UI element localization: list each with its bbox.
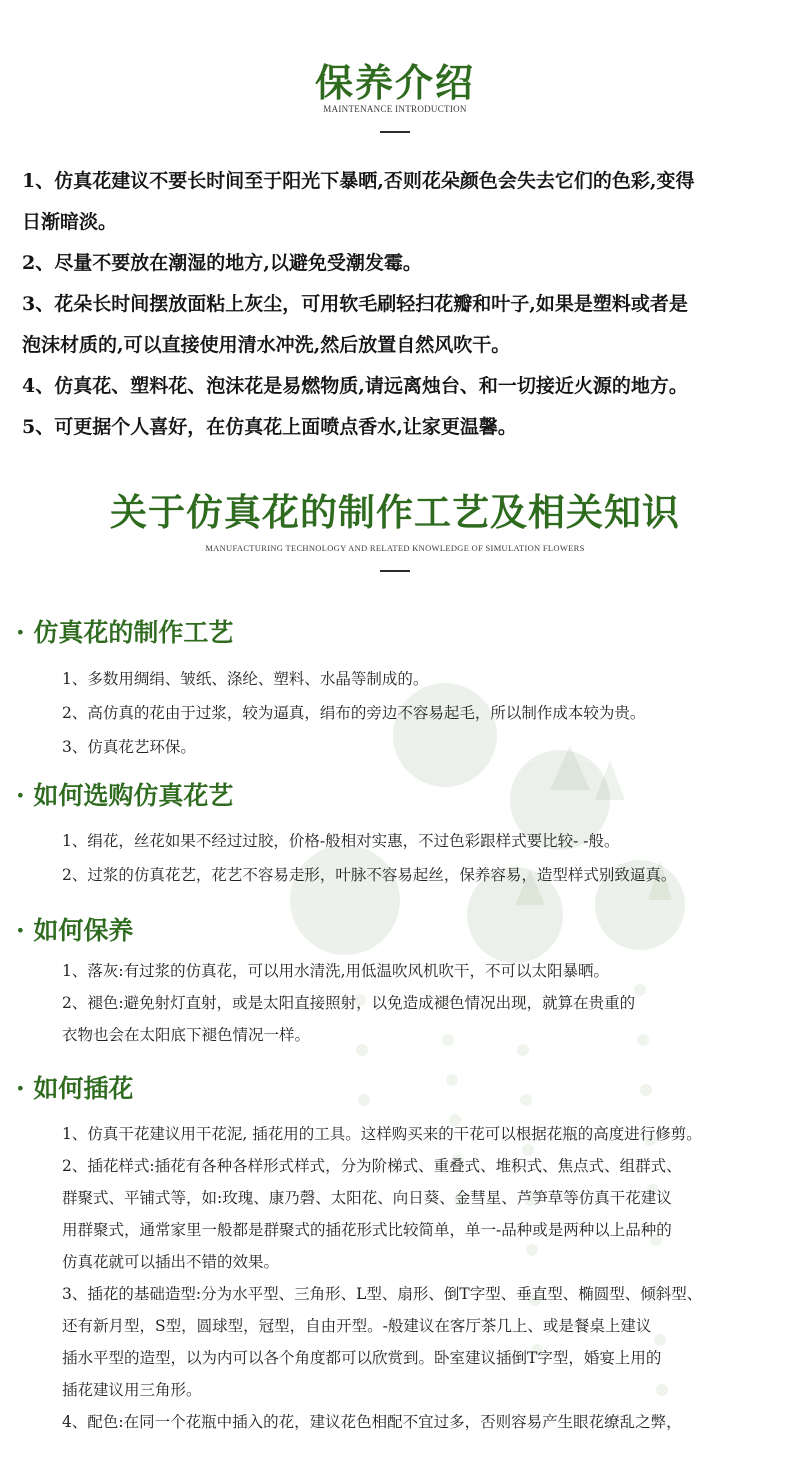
- maintenance-line: 4、仿真花、塑料花、泡沫花是易燃物质,请远离烛台、和一切接近火源的地方。: [22, 375, 688, 397]
- list-item: 插花建议用三角形。: [62, 1381, 202, 1399]
- list-item: 1、多数用绸绢、皱纸、涤纶、塑料、水晶等制成的。: [62, 670, 429, 688]
- list-item: 1、绢花，丝花如果不经过过胶，价格-般相对实惠，不过色彩跟样式要比较- -般。: [62, 832, 620, 850]
- maintenance-text: [22, 161, 772, 448]
- section-list-care: [62, 955, 782, 1051]
- list-item: 2、高仿真的花由于过浆，较为逼真，绢布的旁边不容易起毛，所以制作成本较为贵。: [62, 704, 646, 722]
- list-item: 用群聚式，通常家里一般都是群聚式的插花形式比较简单，单一-品种或是两种以上品种的: [62, 1221, 672, 1239]
- maintenance-line: 泡沫材质的,可以直接使用清水冲洗,然后放置自然风吹干。: [22, 334, 511, 356]
- section-heading-care: · 如何保养: [16, 916, 134, 945]
- list-item: 还有新月型，S型，圆球型，冠型，自由开型。-般建议在客厅茶几上、或是餐桌上建议: [62, 1317, 652, 1335]
- list-item: 4、配色:在同一个花瓶中插入的花，建议花色相配不宜过多，否则容易产生眼花缭乱之弊，: [62, 1413, 682, 1431]
- list-item: 衣物也会在太阳底下褪色情况一样。: [62, 1026, 311, 1044]
- maintenance-line: 2、尽量不要放在潮湿的地方,以避免受潮发霉。: [22, 252, 422, 274]
- maintenance-subtitle: MAINTENANCE INTRODUCTION: [323, 104, 467, 114]
- manufacturing-title: 关于仿真花的制作工艺及相关知识: [110, 490, 680, 534]
- list-item: 2、插花样式:插花有各种各样形式样式，分为阶梯式、重叠式、堆积式、焦点式、组群式、: [62, 1157, 682, 1175]
- section-heading-craft: · 仿真花的制作工艺: [16, 618, 234, 647]
- list-item: 插水平型的造型，以为内可以各个角度都可以欣赏到。卧室建议插倒T字型，婚宴上用的: [62, 1349, 662, 1367]
- list-item: 2、过浆的仿真花艺，花艺不容易走形，叶脉不容易起丝，保养容易，造型样式别致逼真。: [62, 866, 677, 884]
- list-item: 3、插花的基础造型:分为水平型、三角形、L型、扇形、倒T字型、垂直型、椭圆型、倾斜型、: [62, 1285, 703, 1303]
- list-item: 1、落灰:有过浆的仿真花，可以用水清洗,用低温吹风机吹干，不可以太阳暴晒。: [62, 962, 610, 980]
- section-list-craft: [62, 662, 782, 764]
- list-item: 2、褪色:避免射灯直射，或是太阳直接照射，以免造成褪色情况出现，就算在贵重的: [62, 994, 636, 1012]
- maintenance-line: 日渐暗淡。: [22, 211, 118, 233]
- manufacturing-subtitle: MANUFACTURING TECHNOLOGY AND RELATED KNOWLEDGE OF SIMULATION FLOWERS: [205, 543, 585, 553]
- section-heading-buying: · 如何选购仿真花艺: [16, 781, 234, 810]
- list-item: 1、仿真干花建议用干花泥, 插花用的工具。这样购买来的干花可以根据花瓶的高度进行修剪。: [62, 1125, 702, 1143]
- section-list-buying: [62, 824, 782, 892]
- section-list-arranging: [62, 1118, 782, 1438]
- list-item: 群聚式、平铺式等，如:玫瑰、康乃磬、太阳花、向日葵、金彗星、芦笋草等仿真干花建议: [62, 1189, 672, 1207]
- maintenance-title: 保养介绍: [314, 60, 475, 105]
- list-item: 3、仿真花艺环保。: [62, 738, 196, 756]
- maintenance-divider: [380, 131, 410, 133]
- section-heading-arranging: · 如何插花: [16, 1074, 134, 1103]
- maintenance-line: 1、仿真花建议不要长时间至于阳光下暴晒,否则花朵颜色会失去它们的色彩,变得: [22, 170, 695, 192]
- maintenance-line: 3、花朵长时间摆放面粘上灰尘，可用软毛刷轻扫花瓣和叶子,如果是塑料或者是: [22, 293, 688, 315]
- manufacturing-divider: [380, 570, 410, 572]
- list-item: 仿真花就可以插出不错的效果。: [62, 1253, 280, 1271]
- maintenance-line: 5、可更据个人喜好，在仿真花上面喷点香水,让家更温馨。: [22, 416, 517, 438]
